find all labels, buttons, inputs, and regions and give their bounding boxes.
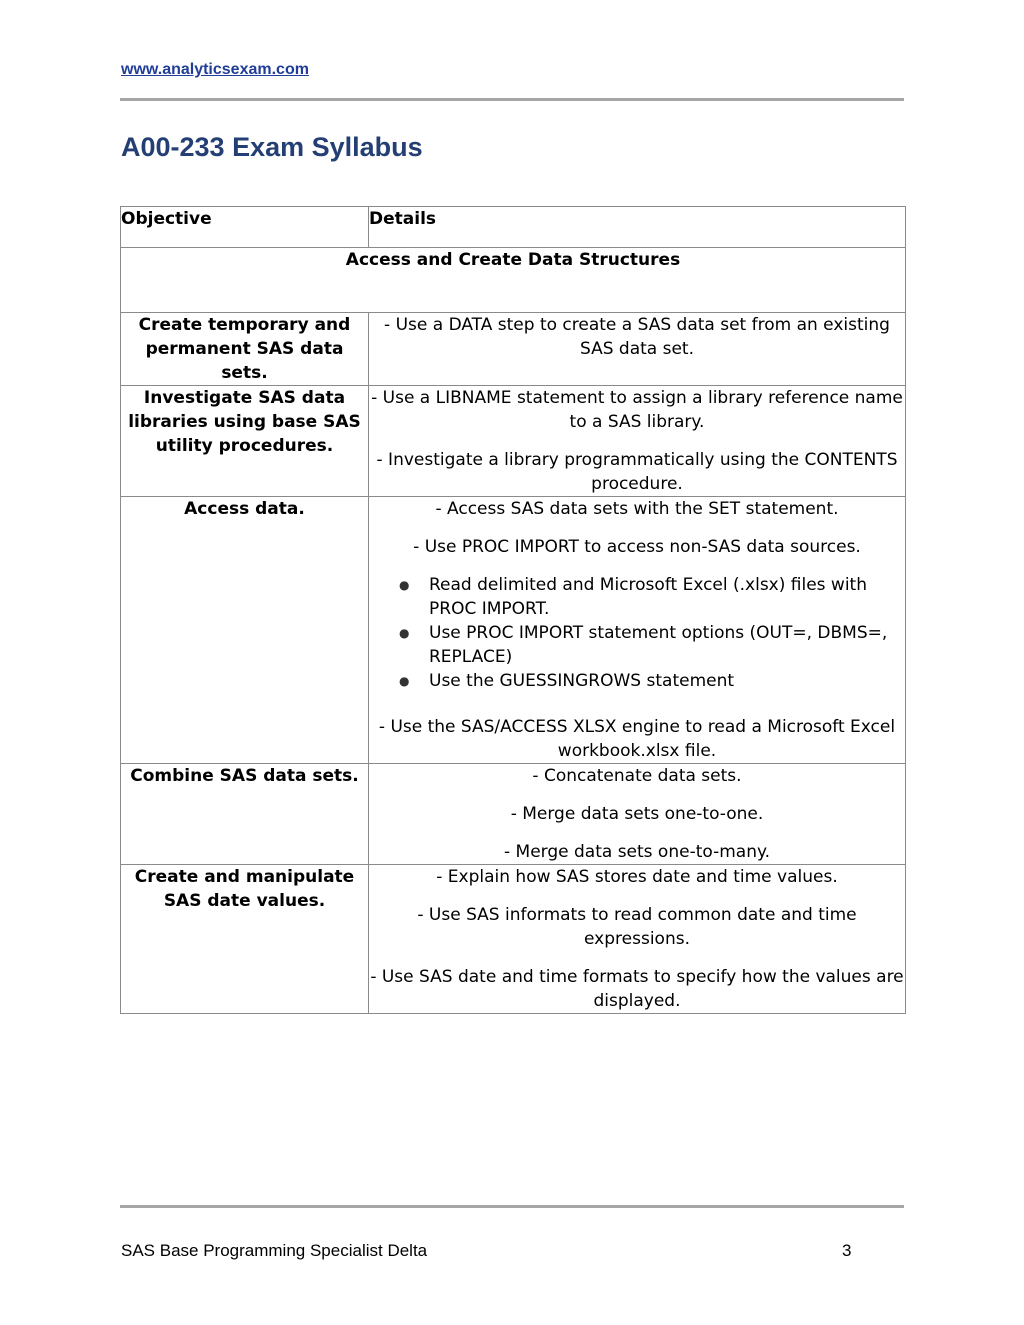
details-cell <box>369 313 906 386</box>
table-row <box>121 313 906 386</box>
table-row <box>121 865 906 1014</box>
column-header-details: Details <box>369 207 906 248</box>
detail-text: - Access SAS data sets with the SET statement. <box>435 499 839 519</box>
detail-text: - Investigate a library programmatically using the CONTENTS procedure. <box>376 450 898 494</box>
objective-cell: Combine SAS data sets. <box>121 764 369 865</box>
table-header-row <box>121 207 906 248</box>
detail-text: - Use the SAS/ACCESS XLSX engine to read a Microsoft Excel workbook.xlsx file. <box>378 717 896 761</box>
objective-cell: Investigate SAS data libraries using base SAS utility procedures. <box>121 386 369 497</box>
bullet-text: Read delimited and Microsoft Excel (.xlsx) files with PROC IMPORT. <box>429 575 867 619</box>
bullet-icon: ● <box>399 626 410 640</box>
details-cell <box>369 764 906 865</box>
table-row <box>121 386 906 497</box>
column-header-objective: Objective <box>121 207 369 248</box>
site-link[interactable]: www.analyticsexam.com <box>121 61 309 78</box>
list-item <box>399 621 905 669</box>
detail-text: - Explain how SAS stores date and time values. <box>436 867 838 887</box>
detail-text: - Use a DATA step to create a SAS data set from an existing SAS data set. <box>384 315 890 359</box>
footer-divider <box>120 1205 904 1208</box>
detail-text: - Use SAS informats to read common date and time expressions. <box>417 905 857 949</box>
bullet-text: Use PROC IMPORT statement options (OUT=, DBMS=, REPLACE) <box>429 623 888 667</box>
bullet-icon: ● <box>399 578 410 592</box>
detail-text: - Use SAS date and time formats to specify how the values are displayed. <box>370 967 904 1011</box>
list-item <box>399 573 905 621</box>
detail-text: - Concatenate data sets. <box>532 766 742 786</box>
list-item <box>399 669 905 693</box>
details-cell <box>369 865 906 1014</box>
details-cell <box>369 497 906 764</box>
footer-title: SAS Base Programming Specialist Delta <box>121 1241 428 1260</box>
page-title: A00-233 Exam Syllabus <box>121 132 423 162</box>
syllabus-table <box>120 206 906 1014</box>
table-row <box>121 497 906 764</box>
detail-text: - Use a LIBNAME statement to assign a library reference name to a SAS library. <box>371 388 903 432</box>
detail-bullet-list <box>369 573 905 693</box>
detail-text: - Merge data sets one-to-one. <box>510 804 764 824</box>
objective-cell: Create and manipulate SAS date values. <box>121 865 369 1014</box>
bullet-text: Use the GUESSINGROWS statement <box>429 671 735 691</box>
header-divider <box>120 98 904 101</box>
details-cell <box>369 386 906 497</box>
detail-text: - Use PROC IMPORT to access non-SAS data sources. <box>413 537 861 557</box>
page-number: 3 <box>842 1241 852 1260</box>
objective-cell: Access data. <box>121 497 369 764</box>
bullet-icon: ● <box>399 674 410 688</box>
section-row <box>121 248 906 313</box>
section-title: Access and Create Data Structures <box>121 248 906 313</box>
detail-text: - Merge data sets one-to-many. <box>503 842 771 862</box>
table-row <box>121 764 906 865</box>
objective-cell: Create temporary and permanent SAS data sets. <box>121 313 369 386</box>
